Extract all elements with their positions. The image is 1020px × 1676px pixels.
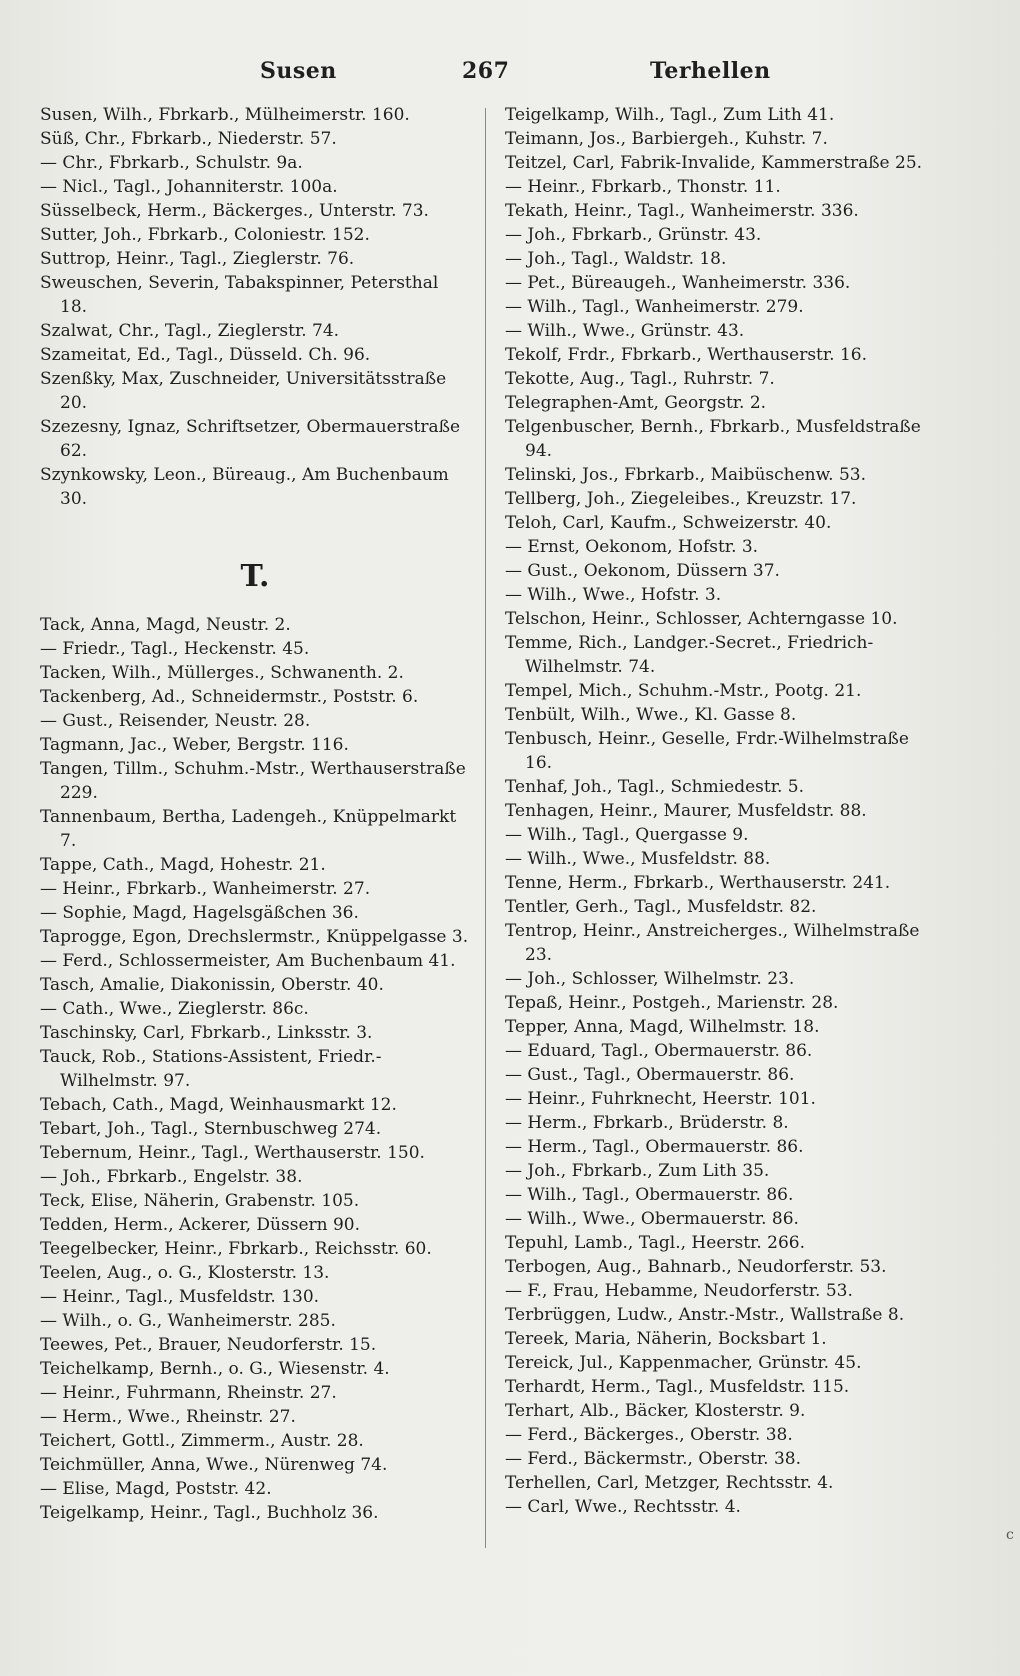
- directory-entry: — F., Frau, Hebamme, Neudorferstr. 53.: [505, 1281, 853, 1301]
- directory-entry: Teewes, Pet., Brauer, Neudorferstr. 15.: [40, 1335, 377, 1355]
- directory-entry: Tackenberg, Ad., Schneidermstr., Poststr. 6.: [40, 687, 419, 707]
- directory-entry: — Joh., Fbrkarb., Zum Lith 35.: [505, 1161, 770, 1181]
- directory-entry: Tauck, Rob., Stations-Assistent, Friedr.-Wilhelmstr. 97.: [40, 1047, 382, 1091]
- directory-entry: Tacken, Wilh., Müllerges., Schwanenth. 2.: [40, 663, 404, 683]
- directory-entry: Szynkowsky, Leon., Büreaug., Am Buchenbaum 30.: [40, 465, 449, 509]
- directory-entry: Tepper, Anna, Magd, Wilhelmstr. 18.: [505, 1017, 820, 1037]
- directory-entry: Telegraphen-Amt, Georgstr. 2.: [505, 393, 767, 413]
- directory-entry: Tebernum, Heinr., Tagl., Werthauserstr. 150.: [40, 1143, 425, 1163]
- directory-entry: — Gust., Oekonom, Düssern 37.: [505, 561, 780, 581]
- directory-entry: Tenbusch, Heinr., Geselle, Frdr.-Wilhelmstraße 16.: [505, 729, 909, 773]
- directory-entry: Tedden, Herm., Ackerer, Düssern 90.: [40, 1215, 361, 1235]
- section-gap: [40, 511, 470, 541]
- directory-entry: — Ernst, Oekonom, Hofstr. 3.: [505, 537, 759, 557]
- directory-entry: Tentler, Gerh., Tagl., Musfeldstr. 82.: [505, 897, 817, 917]
- directory-entry: — Heinr., Tagl., Musfeldstr. 130.: [40, 1287, 320, 1307]
- directory-entry: — Elise, Magd, Poststr. 42.: [40, 1479, 272, 1499]
- directory-entry: — Wilh., Tagl., Wanheimerstr. 279.: [505, 297, 804, 317]
- corner-mark: c: [1006, 1527, 1014, 1543]
- directory-entry: — Wilh., o. G., Wanheimerstr. 285.: [40, 1311, 336, 1331]
- directory-entry: Tack, Anna, Magd, Neustr. 2.: [40, 615, 291, 635]
- directory-entry: Teck, Elise, Näherin, Grabenstr. 105.: [40, 1191, 360, 1211]
- page-header: [40, 58, 980, 98]
- left-column-s-entries: [40, 103, 470, 511]
- directory-entry: — Herm., Fbrkarb., Brüderstr. 8.: [505, 1113, 789, 1133]
- directory-entry: — Ferd., Schlossermeister, Am Buchenbaum 41.: [40, 951, 456, 971]
- directory-entry: — Pet., Büreaugeh., Wanheimerstr. 336.: [505, 273, 851, 293]
- column-divider: [485, 108, 486, 1548]
- directory-entry: — Wilh., Tagl., Quergasse 9.: [505, 825, 749, 845]
- directory-entry: — Heinr., Fbrkarb., Wanheimerstr. 27.: [40, 879, 371, 899]
- directory-entry: — Herm., Wwe., Rheinstr. 27.: [40, 1407, 296, 1427]
- directory-entry: Teegelbecker, Heinr., Fbrkarb., Reichsstr. 60.: [40, 1239, 432, 1259]
- directory-entry: Szalwat, Chr., Tagl., Zieglerstr. 74.: [40, 321, 340, 341]
- directory-entry: Süß, Chr., Fbrkarb., Niederstr. 57.: [40, 129, 337, 149]
- directory-entry: — Heinr., Fuhrknecht, Heerstr. 101.: [505, 1089, 816, 1109]
- directory-entry: — Gust., Tagl., Obermauerstr. 86.: [505, 1065, 795, 1085]
- directory-entry: Telinski, Jos., Fbrkarb., Maibüschenw. 53.: [505, 465, 867, 485]
- header-left-keyword: Susen: [260, 58, 337, 84]
- directory-entry: — Wilh., Wwe., Grünstr. 43.: [505, 321, 745, 341]
- directory-entry: Tagmann, Jac., Weber, Bergstr. 116.: [40, 735, 349, 755]
- directory-entry: Suttrop, Heinr., Tagl., Zieglerstr. 76.: [40, 249, 355, 269]
- header-right-keyword: Terhellen: [650, 58, 771, 84]
- directory-entry: — Joh., Schlosser, Wilhelmstr. 23.: [505, 969, 795, 989]
- directory-entry: Susen, Wilh., Fbrkarb., Mülheimerstr. 160.: [40, 105, 410, 125]
- directory-entry: — Ferd., Bäckermstr., Oberstr. 38.: [505, 1449, 801, 1469]
- directory-entry: — Heinr., Fuhrmann, Rheinstr. 27.: [40, 1383, 337, 1403]
- directory-entry: Teichelkamp, Bernh., o. G., Wiesenstr. 4.: [40, 1359, 390, 1379]
- section-letter-t: T.: [240, 559, 270, 594]
- directory-entry: — Chr., Fbrkarb., Schulstr. 9a.: [40, 153, 303, 173]
- directory-entry: Teigelkamp, Heinr., Tagl., Buchholz 36.: [40, 1503, 379, 1523]
- directory-entry: Terhellen, Carl, Metzger, Rechtsstr. 4.: [505, 1473, 834, 1493]
- directory-entry: Tenbült, Wilh., Wwe., Kl. Gasse 8.: [505, 705, 797, 725]
- directory-entry: Teitzel, Carl, Fabrik-Invalide, Kammerstraße 25.: [505, 153, 923, 173]
- directory-entry: Temme, Rich., Landger.-Secret., Friedrich-Wilhelmstr. 74.: [505, 633, 874, 677]
- directory-entry: Terhart, Alb., Bäcker, Klosterstr. 9.: [505, 1401, 806, 1421]
- directory-entry: Tenhaf, Joh., Tagl., Schmiedestr. 5.: [505, 777, 805, 797]
- directory-entry: Teimann, Jos., Barbiergeh., Kuhstr. 7.: [505, 129, 828, 149]
- directory-entry: — Nicl., Tagl., Johanniterstr. 100a.: [40, 177, 338, 197]
- directory-entry: Telschon, Heinr., Schlosser, Achterngasse 10.: [505, 609, 898, 629]
- directory-entry: Tebart, Joh., Tagl., Sternbuschweg 274.: [40, 1119, 382, 1139]
- directory-entry: Taschinsky, Carl, Fbrkarb., Linksstr. 3.: [40, 1023, 373, 1043]
- directory-entry: Tenne, Herm., Fbrkarb., Werthauserstr. 241.: [505, 873, 891, 893]
- directory-entry: Tereek, Maria, Näherin, Bocksbart 1.: [505, 1329, 827, 1349]
- directory-entry: Szenßky, Max, Zuschneider, Universitätsstraße 20.: [40, 369, 447, 413]
- left-column: [40, 103, 470, 1525]
- directory-entry: — Wilh., Wwe., Obermauerstr. 86.: [505, 1209, 799, 1229]
- directory-entry: — Eduard, Tagl., Obermauerstr. 86.: [505, 1041, 813, 1061]
- directory-entry: Teigelkamp, Wilh., Tagl., Zum Lith 41.: [505, 105, 835, 125]
- directory-entry: — Joh., Tagl., Waldstr. 18.: [505, 249, 727, 269]
- directory-entry: — Friedr., Tagl., Heckenstr. 45.: [40, 639, 310, 659]
- directory-entry: — Wilh., Wwe., Hofstr. 3.: [505, 585, 722, 605]
- directory-entry: Sutter, Joh., Fbrkarb., Coloniestr. 152.: [40, 225, 370, 245]
- directory-entry: — Gust., Reisender, Neustr. 28.: [40, 711, 311, 731]
- directory-entry: Terbogen, Aug., Bahnarb., Neudorferstr. 53.: [505, 1257, 887, 1277]
- directory-entry: Tappe, Cath., Magd, Hohestr. 21.: [40, 855, 326, 875]
- directory-entry: Terbrüggen, Ludw., Anstr.-Mstr., Wallstraße 8.: [505, 1305, 905, 1325]
- directory-entry: Süsselbeck, Herm., Bäckerges., Unterstr. 73.: [40, 201, 429, 221]
- directory-entry: — Joh., Fbrkarb., Grünstr. 43.: [505, 225, 762, 245]
- directory-entry: — Wilh., Wwe., Musfeldstr. 88.: [505, 849, 771, 869]
- directory-entry: Teelen, Aug., o. G., Klosterstr. 13.: [40, 1263, 330, 1283]
- directory-entry: Tekath, Heinr., Tagl., Wanheimerstr. 336.: [505, 201, 859, 221]
- directory-entry: — Cath., Wwe., Zieglerstr. 86c.: [40, 999, 309, 1019]
- directory-entry: Szameitat, Ed., Tagl., Düsseld. Ch. 96.: [40, 345, 371, 365]
- directory-entry: Tepuhl, Lamb., Tagl., Heerstr. 266.: [505, 1233, 805, 1253]
- page-number: 267: [462, 58, 510, 84]
- directory-entry: Tekolf, Frdr., Fbrkarb., Werthauserstr. 16.: [505, 345, 867, 365]
- directory-entry: — Sophie, Magd, Hagelsgäßchen 36.: [40, 903, 359, 923]
- directory-entry: Teloh, Carl, Kaufm., Schweizerstr. 40.: [505, 513, 832, 533]
- directory-entry: Tellberg, Joh., Ziegeleibes., Kreuzstr. 17.: [505, 489, 857, 509]
- directory-entry: — Heinr., Fbrkarb., Thonstr. 11.: [505, 177, 781, 197]
- directory-entry: Tepaß, Heinr., Postgeh., Marienstr. 28.: [505, 993, 839, 1013]
- directory-entry: Tangen, Tillm., Schuhm.-Mstr., Werthauserstraße 229.: [40, 759, 466, 803]
- directory-entry: Tebach, Cath., Magd, Weinhausmarkt 12.: [40, 1095, 397, 1115]
- directory-entry: Teichmüller, Anna, Wwe., Nürenweg 74.: [40, 1455, 388, 1475]
- directory-entry: — Joh., Fbrkarb., Engelstr. 38.: [40, 1167, 303, 1187]
- directory-entry: — Herm., Tagl., Obermauerstr. 86.: [505, 1137, 804, 1157]
- right-column: [505, 103, 935, 1519]
- directory-entry: Terhardt, Herm., Tagl., Musfeldstr. 115.: [505, 1377, 850, 1397]
- directory-entry: Tasch, Amalie, Diakonissin, Oberstr. 40.: [40, 975, 384, 995]
- directory-entry: Taprogge, Egon, Drechslermstr., Knüppelgasse 3.: [40, 927, 469, 947]
- directory-entry: — Carl, Wwe., Rechtsstr. 4.: [505, 1497, 741, 1517]
- directory-entry: — Wilh., Tagl., Obermauerstr. 86.: [505, 1185, 794, 1205]
- directory-entry: Tereick, Jul., Kappenmacher, Grünstr. 45.: [505, 1353, 862, 1373]
- directory-entry: Tempel, Mich., Schuhm.-Mstr., Pootg. 21.: [505, 681, 862, 701]
- directory-entry: Tentrop, Heinr., Anstreicherges., Wilhelmstraße 23.: [505, 921, 920, 965]
- directory-entry: Szezesny, Ignaz, Schriftsetzer, Obermauerstraße 62.: [40, 417, 461, 461]
- directory-entry: Telgenbuscher, Bernh., Fbrkarb., Musfeldstraße 94.: [505, 417, 921, 461]
- directory-entry: — Ferd., Bäckerges., Oberstr. 38.: [505, 1425, 793, 1445]
- directory-entry: Tenhagen, Heinr., Maurer, Musfeldstr. 88.: [505, 801, 867, 821]
- directory-entry: Sweuschen, Severin, Tabakspinner, Petersthal 18.: [40, 273, 439, 317]
- directory-entry: Tekotte, Aug., Tagl., Ruhrstr. 7.: [505, 369, 775, 389]
- directory-entry: Tannenbaum, Bertha, Ladengeh., Knüppelmarkt 7.: [40, 807, 457, 851]
- directory-entry: Teichert, Gottl., Zimmerm., Austr. 28.: [40, 1431, 364, 1451]
- left-column-t-entries: [40, 613, 470, 1525]
